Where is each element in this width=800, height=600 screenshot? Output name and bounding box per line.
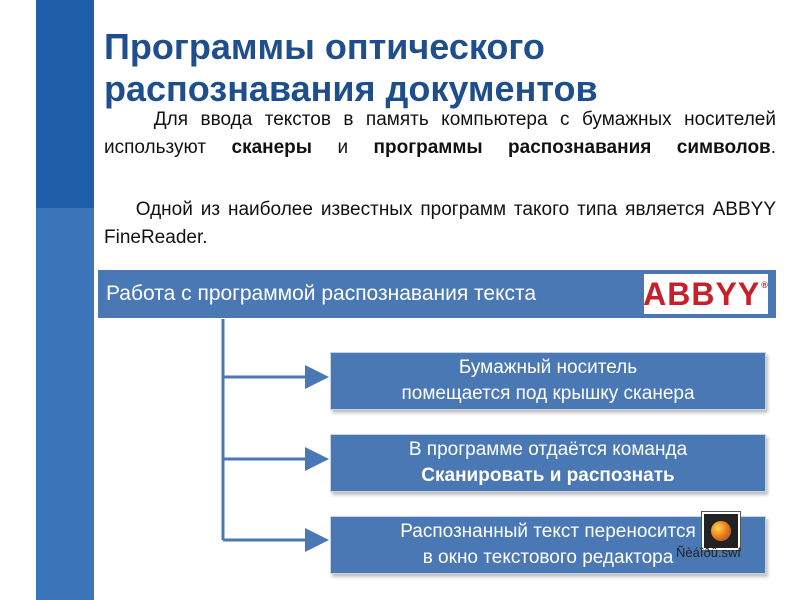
- para1-text-before: Для ввода текстов в память компьютера с бумажных носителей используют: [104, 109, 776, 158]
- title-line-2: распознавания документов: [104, 68, 598, 109]
- para2-text: Одной из наиболее известных программ такого типа является ABBYY FineReader.: [104, 199, 776, 248]
- step-1-line-2: помещается под крышку сканера: [401, 383, 695, 404]
- step-2-line-2: Сканировать и распознать: [421, 465, 675, 486]
- flash-file-icon-graphic: [711, 521, 731, 541]
- step-2-line-1: В программе отдаётся команда: [408, 439, 688, 460]
- abbyy-logo-mark: ®: [761, 280, 769, 290]
- title-line-1: Программы оптического: [104, 26, 545, 67]
- step-3-line-1: Распознанный текст переносится: [400, 521, 696, 542]
- abbyy-logo-text: ABBYY: [643, 275, 761, 312]
- para1-text-middle: и: [312, 137, 374, 158]
- step-3-line-2: в окно текстового редактора: [422, 547, 674, 568]
- para1-text-after: .: [770, 137, 777, 158]
- flash-file-label[interactable]: Ñèáîðû.swf: [676, 545, 742, 560]
- banner-text: Работа с программой распознавания текста: [106, 282, 537, 305]
- step-box-1: [330, 352, 766, 410]
- para1-bold-scanners: сканеры: [231, 137, 313, 158]
- step-box-2: [330, 434, 766, 492]
- step-1-line-1: Бумажный носитель: [458, 357, 638, 378]
- para1-bold-programs: программы распознавания символов: [373, 137, 771, 158]
